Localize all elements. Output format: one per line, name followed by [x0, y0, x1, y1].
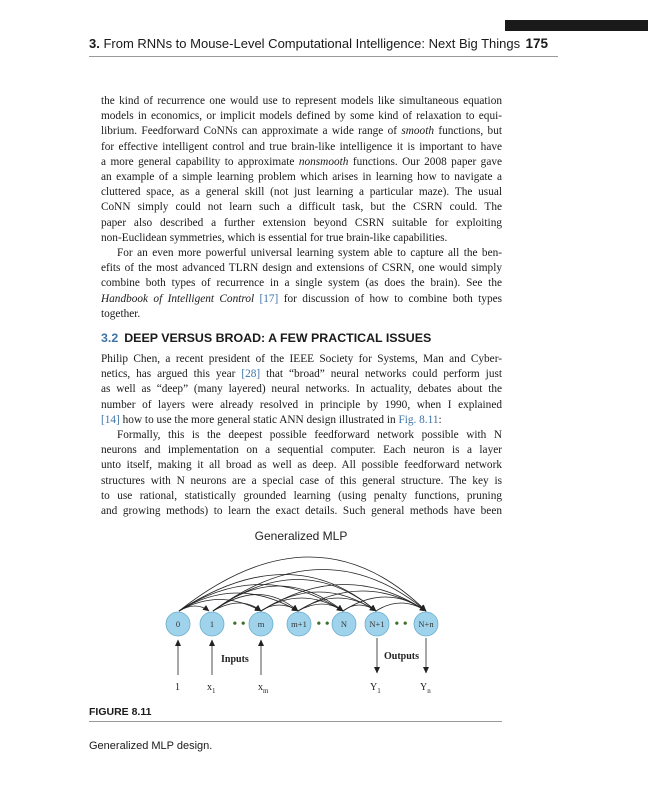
ellipsis-dots: • • [394, 617, 408, 632]
figure-title: Generalized MLP [254, 529, 348, 543]
generalized-mlp-figure [101, 523, 502, 703]
paragraph-3 [101, 352, 502, 428]
emphasis: smooth [401, 125, 434, 138]
text-line: number of layers were already resolved in principle by 1990, when I explained [101, 398, 502, 411]
figure-label: FIGURE 8.11 [89, 706, 152, 718]
figure-link[interactable]: Fig. 8.11 [398, 413, 439, 426]
text-line: Philip Chen, a recent president of the IEEE Society for Systems, Man and Cyber- [101, 353, 502, 365]
text-line: and growing methods) to learn the exact details. Such general methods have been [101, 505, 502, 518]
node-label: 0 [175, 619, 181, 629]
text-line: structures with N neurons are a special case of this general structure. The key is [101, 474, 502, 487]
arc-0-to-Nn [179, 557, 426, 611]
section-title: DEEP VERSUS BROAD: A FEW PRACTICAL ISSUES [124, 331, 432, 345]
y1-label: $Y_1$ [370, 682, 381, 695]
paragraph-2 [101, 246, 502, 322]
x1-label: $x_1$ [207, 682, 216, 695]
text-line: together. [101, 307, 141, 320]
text-line: to use rational, statistically grounded learning (using penalty functions, pruning [101, 489, 502, 502]
connection-arcs [179, 557, 426, 611]
text-line: Formally, this is the deepest possible feedforward network possible with N [117, 429, 502, 441]
node-label: m [257, 619, 265, 629]
citation-link[interactable]: [14] [101, 413, 120, 426]
text-line: the kind of recurrence one would use to represent models like simultaneous equation [101, 95, 502, 107]
text-line: as well as “deep” (many layered) neural networks. In actuality, debates about the [101, 383, 502, 396]
text-line: Handbook of Intelligent Control [17] for discussion of how to combine both types [101, 292, 503, 305]
running-header [89, 36, 558, 56]
node-label: m+1 [291, 619, 307, 629]
text-line: librium. Feedforward CoNNs can approximate a wide range of smooth functions, but [101, 125, 502, 138]
node-label: N+1 [369, 619, 385, 629]
text-line: efits of the most advanced TLRN design and extensions of CSRN, one would simply [101, 262, 502, 275]
text-line: cluttered space, as a general skill (not just learning a particular maze). The usual [101, 186, 502, 199]
text-line: non-Euclidean symmetries, which is essential for true brain-like capabilities. [101, 231, 448, 244]
page-number: 175 [525, 36, 548, 51]
section-number: 3.2 [101, 331, 119, 345]
emphasis: nonsmooth [298, 155, 349, 168]
text-line: netics, has argued this year [28] that “broad” neural networks could perform just [101, 368, 503, 381]
text-line: combine both types of recurrence in a single system (as does the brain). See the [101, 277, 502, 290]
chapter-title: From RNNs to Mouse-Level Computational Intelligence: Next Big Things [103, 36, 521, 51]
arc-0-to-N [179, 585, 343, 612]
node-label: N+n [418, 619, 434, 629]
chapter-number: 3. [89, 36, 100, 51]
page-top-bar [505, 20, 648, 31]
arc-0-to-N1 [179, 575, 376, 612]
ellipsis-dots: • • [316, 617, 330, 632]
node-label: 1 [209, 619, 215, 629]
outputs-label: Outputs [384, 651, 420, 662]
text-line: an example of a simple learning problem which arises in learning how to navigate a [101, 171, 502, 184]
text-line: paper also described a further extension beyond CSRN suitable for exploiting [101, 216, 502, 229]
node-label: N [340, 619, 348, 629]
text-line: For an even more powerful universal learning system able to capture all the ben- [117, 247, 502, 259]
text-line: unto itself, making it all broad as well as deep. All possible feedforward network [101, 459, 502, 472]
text-line: for effective intelligent control and true brain-like intelligence it is important to have [101, 140, 502, 153]
paragraph-4 [101, 428, 502, 519]
inputs-label: Inputs [221, 654, 249, 665]
yn-label: $Y_n$ [420, 682, 431, 695]
citation-link[interactable]: [28] [241, 368, 261, 381]
section-heading [101, 331, 431, 345]
xm-label: $x_m$ [258, 682, 269, 695]
arc-0-to-1 [179, 606, 209, 611]
text-line: [14] how to use the more general static ANN design illustrated in Fig. 8.11: [101, 413, 442, 426]
figure-rule [89, 721, 502, 722]
bias-label: 1 [175, 682, 180, 693]
book-title: Handbook of Intelligent Control [101, 292, 255, 305]
text-line: models in economics, or implicit models defined by some kind of relaxation to equi- [101, 110, 502, 123]
text-line: a more general capability to approximate nonsmooth functions. Our 2008 paper gave [101, 155, 503, 168]
text-line: CoNN simply could not learn such a difficult task, but the CSRN could. The [101, 201, 502, 214]
text-line: neurons and implementation on a sequential computer. Each neuron is a layer [101, 444, 502, 457]
ellipsis-dots: • • [232, 617, 246, 632]
citation-link[interactable]: [17] [259, 292, 279, 305]
header-rule [89, 56, 558, 57]
arc-1-to-Nn [213, 570, 426, 612]
paragraph-1 [101, 94, 502, 246]
figure-caption: Generalized MLP design. [89, 740, 213, 752]
